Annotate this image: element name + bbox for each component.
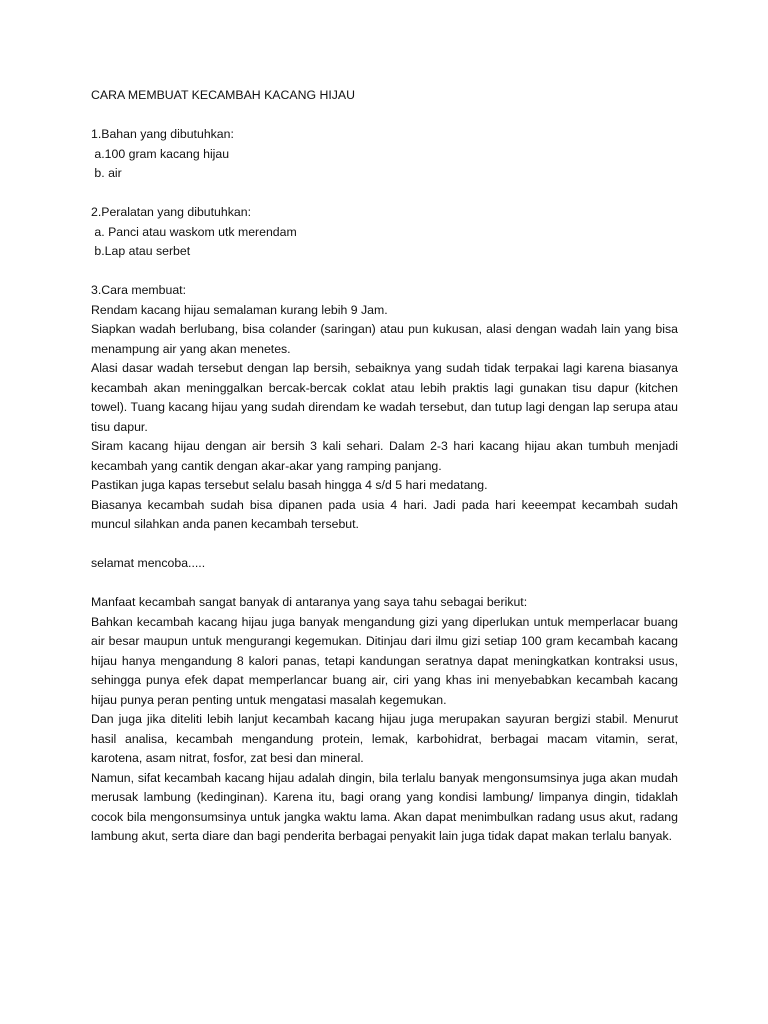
benefits-heading: Manfaat kecambah sangat banyak di antaranya yang saya tahu sebagai berikut: bbox=[91, 595, 528, 609]
document-page bbox=[91, 86, 678, 847]
method-paragraph: Siram kacang hijau dengan air bersih 3 kali sehari. Dalam 2-3 hari kacang hijau akan tumbuh menjadi kecambah yang cantik dengan akar-akar yang ramping panjang. bbox=[91, 439, 678, 473]
method-paragraph: Alasi dasar wadah tersebut dengan lap bersih, sebaiknya yang sudah tidak terpakai lagi karena biasanya kecambah akan meninggalkan bercak-bercak coklat atau lebih praktis lagi gunakan tisu dapur (kitchen towel). Tuang kacang hijau yang sudah direndam ke wadah tersebut, dan tutup lagi dengan lap serupa atau tisu dapur. bbox=[91, 361, 678, 434]
method-paragraph: Siapkan wadah berlubang, bisa colander (saringan) atau pun kukusan, alasi dengan wadah lain yang bisa menampung air yang akan menetes. bbox=[91, 322, 678, 356]
benefits-paragraph: Namun, sifat kecambah kacang hijau adalah dingin, bila terlalu banyak mengonsumsinya juga akan mudah merusak lambung (kedinginan). Karena itu, bagi orang yang kondisi lambung/ limpanya dingin, tidaklah cocok bila mengonsumsinya untuk jangka waktu lama. Akan dapat menimbulkan radang usus akut, radang lambung akut, serta diare dan bagi penderita berbagai penyakit lain juga tidak dapat makan terlalu banyak. bbox=[91, 770, 678, 843]
method-paragraph: Pastikan juga kapas tersebut selalu basah hingga 4 s/d 5 hari medatang. bbox=[91, 478, 488, 492]
benefits-paragraph: Bahkan kecambah kacang hijau juga banyak mengandung gizi yang diperlukan untuk memperlacar buang air besar maupun untuk mengurangi kegemukan. Ditinjau dari ilmu gizi setiap 100 gram kecambah kacang hijau hanya mengandung 8 kalori panas, tetapi kandungan seratnya dapat meningkatkan kontraksi usus, sehingga punya efek dapat memperlancar buang air, ciri yang khas ini menyebabkan kecambah kacang hijau punya peran penting untuk mengatasi masalah kegemukan. bbox=[91, 614, 678, 707]
equipment-item: a. Panci atau waskom utk merendam bbox=[91, 224, 297, 239]
section-heading-ingredients: 1.Bahan yang dibutuhkan: bbox=[91, 127, 234, 141]
ingredient-item: a.100 gram kacang hijau bbox=[91, 146, 230, 161]
spacer bbox=[91, 535, 678, 555]
spacer bbox=[91, 574, 678, 594]
spacer bbox=[91, 106, 678, 126]
method-paragraph: Rendam kacang hijau semalaman kurang lebih 9 Jam. bbox=[91, 302, 388, 317]
equipment-item: b.Lap atau serbet bbox=[91, 244, 191, 258]
method-paragraph: Biasanya kecambah sudah bisa dipanen pada usia 4 hari. Jadi pada hari keeempat kecambah sudah muncul silahkan anda panen kecambah tersebut. bbox=[91, 497, 678, 531]
ingredient-item: b. air bbox=[91, 166, 122, 180]
closing-text: selamat mencoba..... bbox=[91, 556, 206, 570]
section-heading-method: 3.Cara membuat: bbox=[91, 283, 187, 297]
spacer bbox=[91, 184, 678, 204]
spacer bbox=[91, 262, 678, 282]
document-title: CARA MEMBUAT KECAMBAH KACANG HIJAU bbox=[91, 88, 355, 102]
section-heading-equipment: 2.Peralatan yang dibutuhkan: bbox=[91, 205, 251, 219]
benefits-paragraph: Dan juga jika diteliti lebih lanjut kecambah kacang hijau juga merupakan sayuran bergizi stabil. Menurut hasil analisa, kecambah mengandung protein, lemak, karbohidrat, berbagai macam vitamin, serat, karotena, asam nitrat, fosfor, zat besi dan mineral. bbox=[91, 712, 678, 765]
